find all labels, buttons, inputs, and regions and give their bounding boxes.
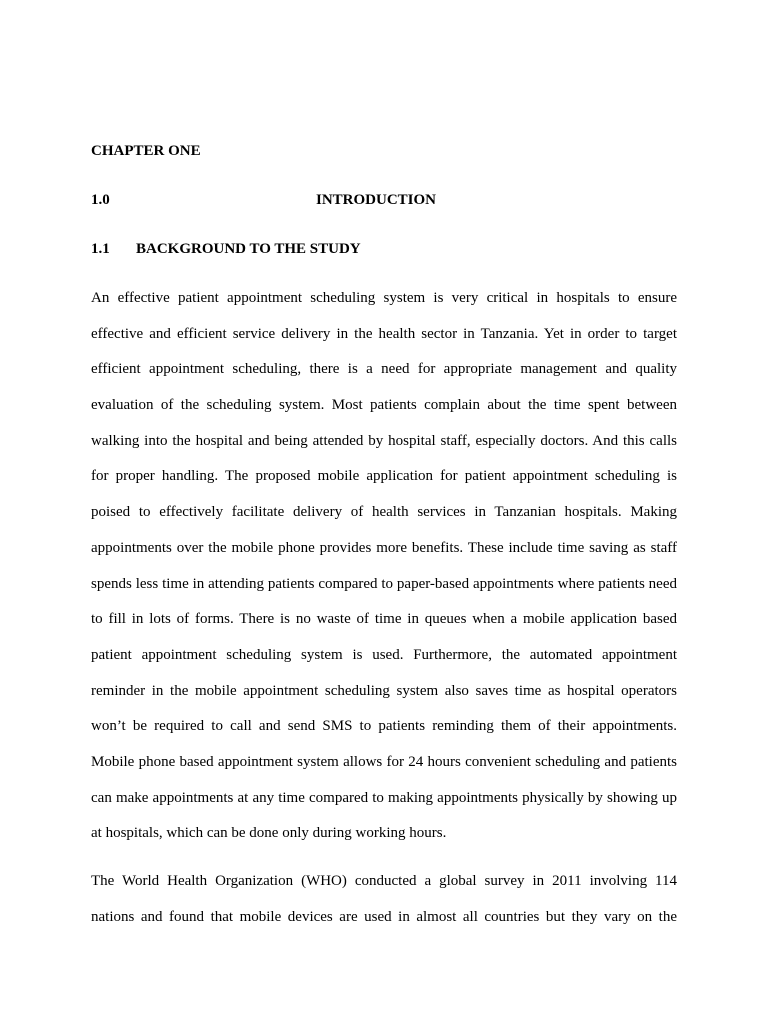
paragraph-line: patient appointment scheduling system is used. Furthermore, the automated appointment: [91, 646, 677, 663]
section-title: INTRODUCTION: [316, 192, 437, 208]
paragraph-line: at hospitals, which can be done only during working hours.: [91, 825, 447, 842]
paragraph-line: appointments over the mobile phone provides more benefits. These include time saving as staff: [91, 539, 677, 556]
paragraph-line: can make appointments at any time compared to making appointments physically by showing up: [91, 789, 677, 806]
paragraph-line: nations and found that mobile devices are used in almost all countries but they vary on the: [91, 908, 677, 925]
paragraph-line: won’t be required to call and send SMS to patients reminding them of their appointments.: [91, 718, 677, 735]
subsection-number: 1.1: [91, 241, 110, 257]
chapter-title: CHAPTER ONE: [91, 143, 201, 159]
paragraph-line: walking into the hospital and being attended by hospital staff, especially doctors. And this calls: [91, 432, 677, 449]
subsection-title: BACKGROUND TO THE STUDY: [136, 241, 361, 257]
paragraph-line: effective and efficient service delivery in the health sector in Tanzania. Yet in order to target: [91, 325, 677, 342]
paragraph-line: efficient appointment scheduling, there is a need for appropriate management and quality: [91, 361, 677, 378]
paragraph-who-survey: [91, 872, 677, 943]
paragraph-line: for proper handling. The proposed mobile application for patient appointment scheduling is: [91, 468, 677, 485]
paragraph-line: reminder in the mobile appointment scheduling system also saves time as hospital operators: [91, 682, 677, 699]
paragraph-line: poised to effectively facilitate delivery of health services in Tanzanian hospitals. Making: [91, 504, 677, 521]
paragraph-line: evaluation of the scheduling system. Most patients complain about the time spent between: [91, 397, 677, 414]
section-number: 1.0: [91, 192, 110, 208]
paragraph-line: Mobile phone based appointment system allows for 24 hours convenient scheduling and patients: [91, 753, 677, 770]
paragraph-line: An effective patient appointment scheduling system is very critical in hospitals to ensure: [91, 290, 677, 306]
paragraph-line: The World Health Organization (WHO) conducted a global survey in 2011 involving 114: [91, 873, 677, 889]
paragraph-background: [91, 289, 677, 860]
paragraph-line: to fill in lots of forms. There is no waste of time in queues when a mobile application based: [91, 611, 677, 628]
paragraph-line: spends less time in attending patients compared to paper-based appointments where patients need: [91, 575, 677, 592]
